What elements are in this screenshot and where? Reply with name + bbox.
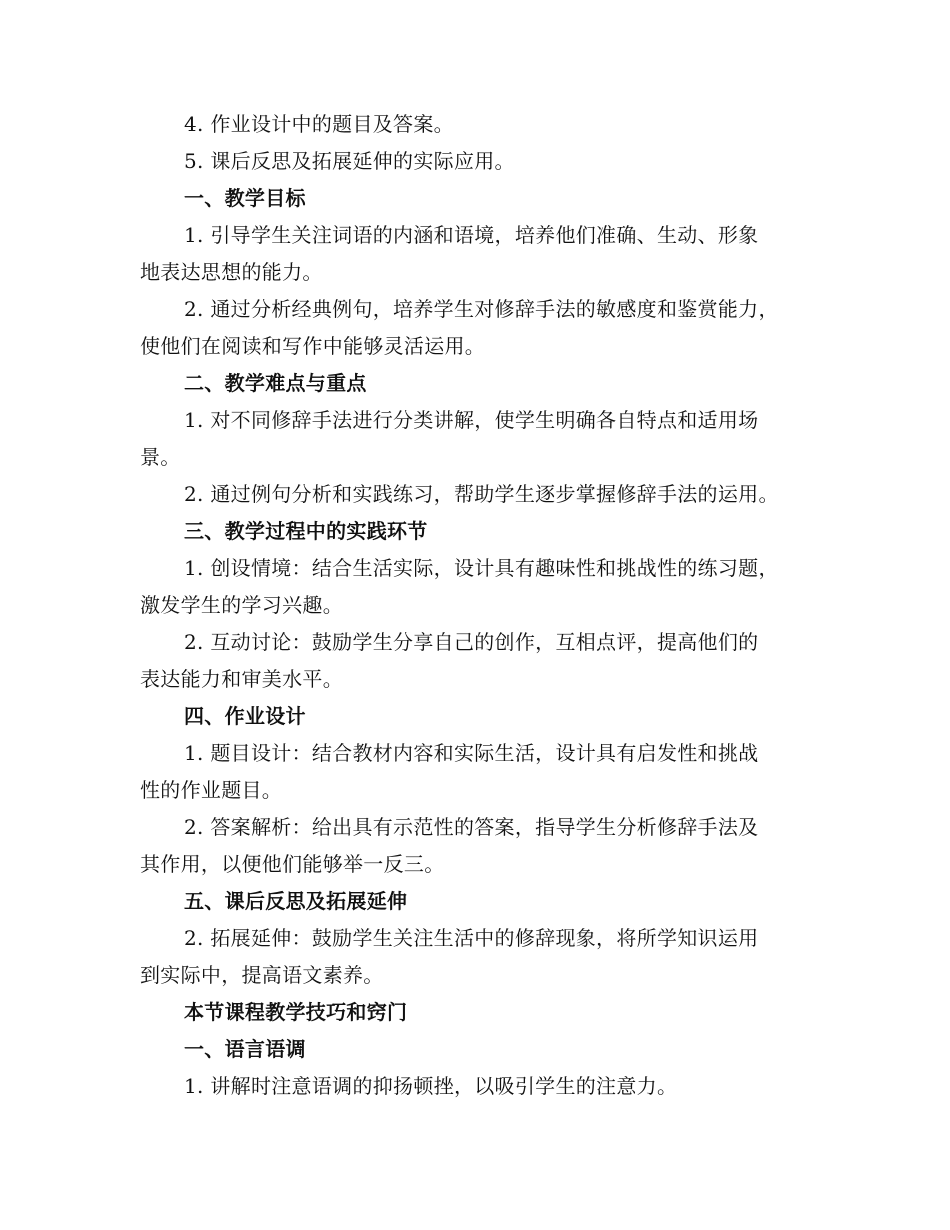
paragraph-line: 表达能力和审美水平。 [140, 667, 343, 691]
paragraph-line: 激发学生的学习兴趣。 [140, 593, 343, 617]
paragraph-line: 1. 创设情境：结合生活实际，设计具有趣味性和挑战性的练习题， [184, 556, 779, 580]
paragraph-line: 使他们在阅读和写作中能够灵活运用。 [140, 334, 486, 358]
paragraph-line: 到实际中，提高语文素养。 [140, 963, 384, 987]
paragraph-line: 1. 题目设计：结合教材内容和实际生活，设计具有启发性和挑战 [184, 741, 759, 765]
paragraph-line: 2. 答案解析：给出具有示范性的答案，指导学生分析修辞手法及 [184, 815, 759, 839]
paragraph-line: 1. 引导学生关注词语的内涵和语境，培养他们准确、生动、形象 [184, 223, 759, 247]
section-heading: 本节课程教学技巧和窍门 [184, 1000, 408, 1024]
section-heading: 三、教学过程中的实践环节 [184, 519, 428, 543]
paragraph-line: 其作用，以便他们能够举一反三。 [140, 852, 445, 876]
list-item: 5. 课后反思及拓展延伸的实际应用。 [184, 149, 515, 173]
paragraph-line: 1. 讲解时注意语调的抑扬顿挫，以吸引学生的注意力。 [184, 1074, 678, 1098]
paragraph-line: 1. 对不同修辞手法进行分类讲解，使学生明确各自特点和适用场 [184, 408, 759, 432]
section-heading: 一、语言语调 [184, 1037, 306, 1061]
paragraph-line: 地表达思想的能力。 [140, 260, 323, 284]
paragraph-line: 2. 互动讨论：鼓励学生分享自己的创作，互相点评，提高他们的 [184, 630, 759, 654]
section-heading: 二、教学难点与重点 [184, 371, 367, 395]
section-heading: 一、教学目标 [184, 186, 306, 210]
list-item: 4. 作业设计中的题目及答案。 [184, 112, 454, 136]
paragraph-line: 2. 通过分析经典例句，培养学生对修辞手法的敏感度和鉴赏能力， [184, 297, 779, 321]
paragraph-line: 景。 [140, 445, 181, 469]
paragraph-line: 2. 通过例句分析和实践练习，帮助学生逐步掌握修辞手法的运用。 [184, 482, 779, 506]
section-heading: 五、课后反思及拓展延伸 [184, 889, 408, 913]
paragraph-line: 2. 拓展延伸：鼓励学生关注生活中的修辞现象，将所学知识运用 [184, 926, 759, 950]
document-page [140, 106, 810, 1105]
paragraph-line: 性的作业题目。 [140, 778, 283, 802]
section-heading: 四、作业设计 [184, 704, 306, 728]
